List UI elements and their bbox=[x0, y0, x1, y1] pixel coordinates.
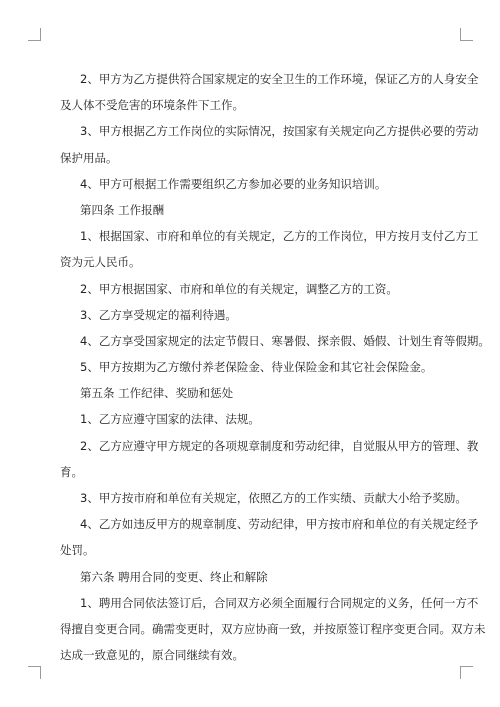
text-line: 资为元人民币。 bbox=[60, 255, 141, 270]
paragraph-clause-5-4 bbox=[60, 511, 479, 563]
text-line: 4、乙方如违反甲方的规章制度、劳动纪律，甲方按市府和单位的有关规定经予 bbox=[80, 517, 479, 532]
paragraph-clause-5-2 bbox=[60, 433, 479, 485]
paragraph-clause-3-4 bbox=[80, 171, 432, 197]
section-heading-article-5 bbox=[80, 380, 432, 406]
text-line: 第四条 工作报酬 bbox=[80, 202, 165, 217]
text-line: 3、甲方根据乙方工作岗位的实际情况，按国家有关规定向乙方提供必要的劳动 bbox=[80, 124, 479, 139]
text-line: 1、根据国家、市府和单位的有关规定，乙方的工作岗位，甲方按月支付乙方工 bbox=[80, 229, 479, 244]
text-line: 2、甲方为乙方提供符合国家规定的安全卫生的工作环境，保证乙方的人身安全 bbox=[80, 72, 479, 86]
text-line: 达成一致意见的，原合同继续有效。 bbox=[60, 648, 244, 663]
text-line: 1、聘用合同依法签订后，合同双方必须全面履行合同规定的义务，任何一方不 bbox=[80, 595, 479, 610]
text-line: 4、甲方可根据工作需要组织乙方参加必要的业务知识培训。 bbox=[80, 176, 387, 191]
paragraph-clause-6-1 bbox=[60, 590, 486, 669]
text-line: 第六条 聘用合同的变更、终止和解除 bbox=[80, 569, 268, 584]
text-line: 2、乙方应遵守甲方规定的各项规章制度和劳动纪律，自觉服从甲方的管理、教 bbox=[80, 438, 479, 453]
text-line: 得擅自变更合同。确需变更时，双方应协商一致，并按原签订程序变更合同。双方未 bbox=[60, 621, 486, 636]
crop-mark-top-right bbox=[460, 28, 473, 41]
paragraph-clause-4-3 bbox=[80, 302, 432, 328]
text-line: 3、甲方按市府和单位有关规定，依照乙方的工作实绩、贡献大小给予奖励。 bbox=[80, 491, 467, 505]
section-heading-article-4 bbox=[80, 197, 432, 223]
text-line: 保护用品。 bbox=[60, 150, 118, 165]
text-line: 第五条 工作纪律、奖励和惩处 bbox=[80, 386, 234, 401]
paragraph-clause-5-1 bbox=[80, 406, 432, 432]
crop-mark-top-left bbox=[28, 28, 41, 41]
paragraph-clause-4-5 bbox=[80, 354, 432, 380]
text-line: 及人体不受危害的环境条件下工作。 bbox=[60, 98, 244, 113]
crop-mark-bottom-right bbox=[460, 666, 473, 679]
text-line: 5、甲方按期为乙方缴付养老保险金、待业保险金和其它社会保险金。 bbox=[80, 360, 433, 375]
text-line: 4、乙方享受国家规定的法定节假日、寒暑假、探亲假、婚假、计划生育等假期。 bbox=[80, 333, 490, 348]
text-line: 处罚。 bbox=[60, 543, 95, 558]
paragraph-clause-3-2 bbox=[60, 66, 479, 118]
crop-mark-bottom-left bbox=[28, 666, 41, 679]
paragraph-clause-4-4 bbox=[80, 328, 490, 354]
section-heading-article-6 bbox=[80, 564, 432, 590]
paragraph-clause-4-2 bbox=[80, 276, 432, 302]
text-line: 育。 bbox=[60, 464, 83, 479]
paragraph-clause-5-3 bbox=[80, 485, 467, 511]
paragraph-clause-4-1 bbox=[60, 223, 479, 275]
text-line: 3、乙方享受规定的福利待遇。 bbox=[80, 307, 237, 322]
text-line: 2、甲方根据国家、市府和单位的有关规定，调整乙方的工资。 bbox=[80, 281, 398, 296]
text-line: 1、乙方应遵守国家的法律、法规。 bbox=[80, 412, 260, 427]
document-body bbox=[60, 66, 490, 668]
paragraph-clause-3-3 bbox=[60, 118, 479, 170]
